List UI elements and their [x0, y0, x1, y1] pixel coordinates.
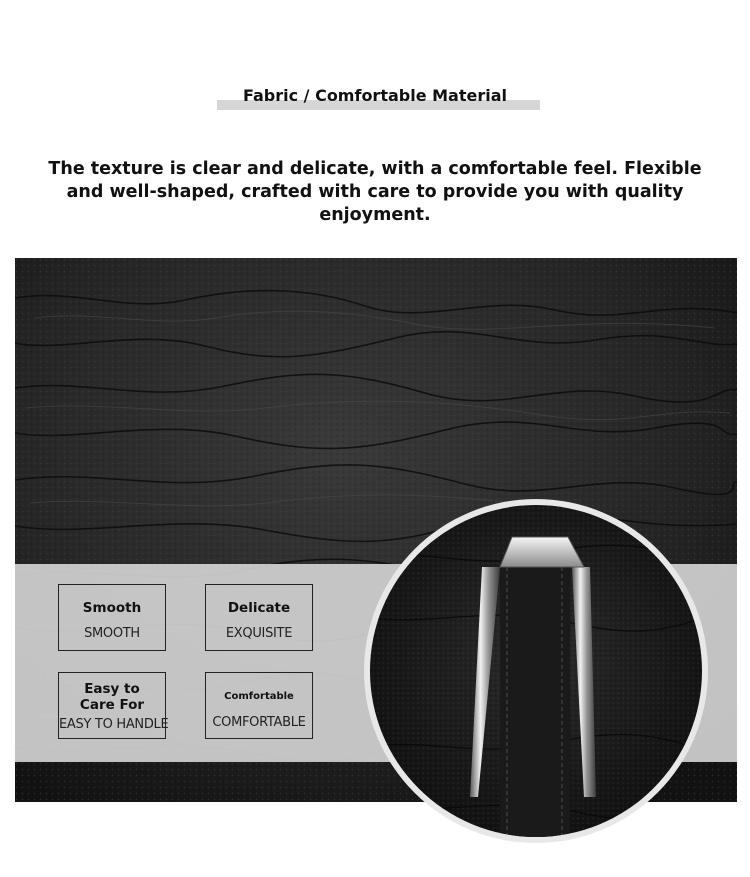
- feature-title: Smooth: [82, 600, 142, 616]
- feature-subtitle: COMFORTABLE: [212, 715, 306, 730]
- feature-title: Easy to Care For: [79, 681, 145, 713]
- section-heading: [0, 84, 750, 114]
- feature-subtitle: EXQUISITE: [225, 626, 293, 641]
- zipper-closeup-photo: [362, 497, 710, 845]
- feature-subtitle: SMOOTH: [84, 626, 140, 641]
- feature-card-smooth: [58, 584, 166, 651]
- feature-title: Comfortable: [224, 691, 294, 702]
- feature-card-comfortable: [205, 672, 313, 739]
- product-description: The texture is clear and delicate, with a comfortable feel. Flexible and well-shaped, crafted with care to provide you with quality enjoyment.: [48, 159, 702, 225]
- section-title: Fabric / Comfortable Material: [242, 86, 507, 105]
- feature-title: Delicate: [227, 600, 291, 616]
- feature-card-delicate: [205, 584, 313, 651]
- feature-subtitle: EASY TO HANDLE: [59, 717, 169, 732]
- feature-card-easy-care: [58, 672, 169, 739]
